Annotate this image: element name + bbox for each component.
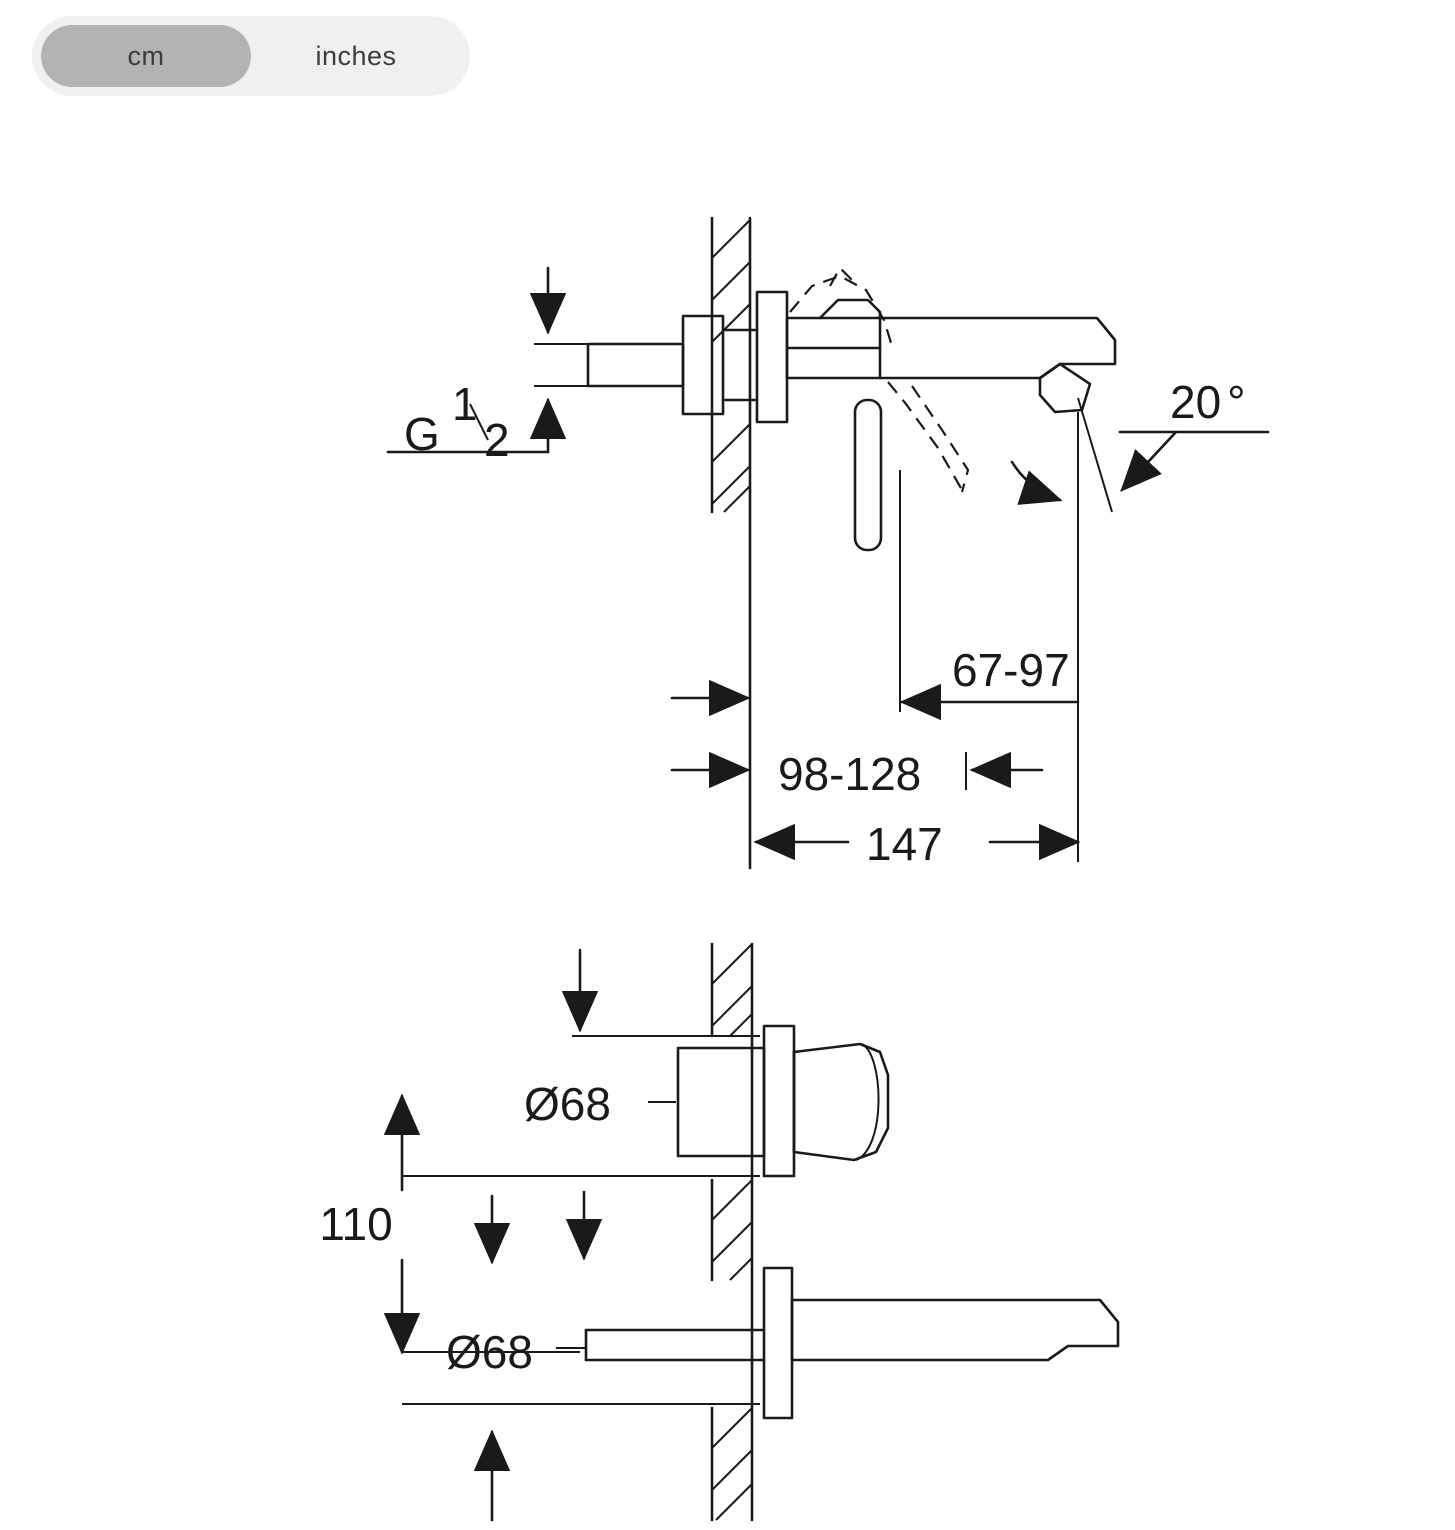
projection-dimension — [900, 412, 1078, 712]
upper-diameter-label: Ø68 — [524, 1078, 611, 1130]
handle-positions-dashed — [790, 268, 968, 492]
center-distance-dimension — [319, 1096, 760, 1352]
wall-bottom — [712, 944, 752, 1520]
spout-body — [787, 318, 1115, 412]
spout-range-label: 98-128 — [778, 748, 922, 800]
lower-diameter-label: Ø68 — [446, 1326, 533, 1378]
front-elevation-view — [319, 944, 1118, 1520]
thread-numerator: 1 — [452, 378, 478, 430]
handle-assembly-front — [678, 1026, 888, 1176]
inlet-connection — [588, 316, 757, 414]
angle-label: 20 ° — [1170, 376, 1246, 428]
handle-lever — [820, 300, 881, 550]
lower-diameter-dimension — [402, 1326, 760, 1520]
thread-denominator: 2 — [484, 414, 510, 466]
angle-dimension — [1012, 376, 1268, 512]
side-elevation-view — [388, 218, 1268, 870]
center-distance-label: 110 — [319, 1198, 393, 1250]
total-length-label: 147 — [866, 818, 943, 870]
unit-option-inches[interactable]: inches — [251, 25, 461, 87]
spout-front — [586, 1268, 1118, 1418]
unit-option-cm[interactable]: cm — [41, 25, 251, 87]
escutcheon-plate — [757, 292, 787, 422]
projection-range-label: 67-97 — [952, 644, 1070, 696]
thread-dimension — [388, 268, 600, 466]
thread-label: G — [404, 408, 440, 460]
spout-range-dimension — [672, 698, 1042, 800]
upper-diameter-dimension — [524, 950, 760, 1130]
